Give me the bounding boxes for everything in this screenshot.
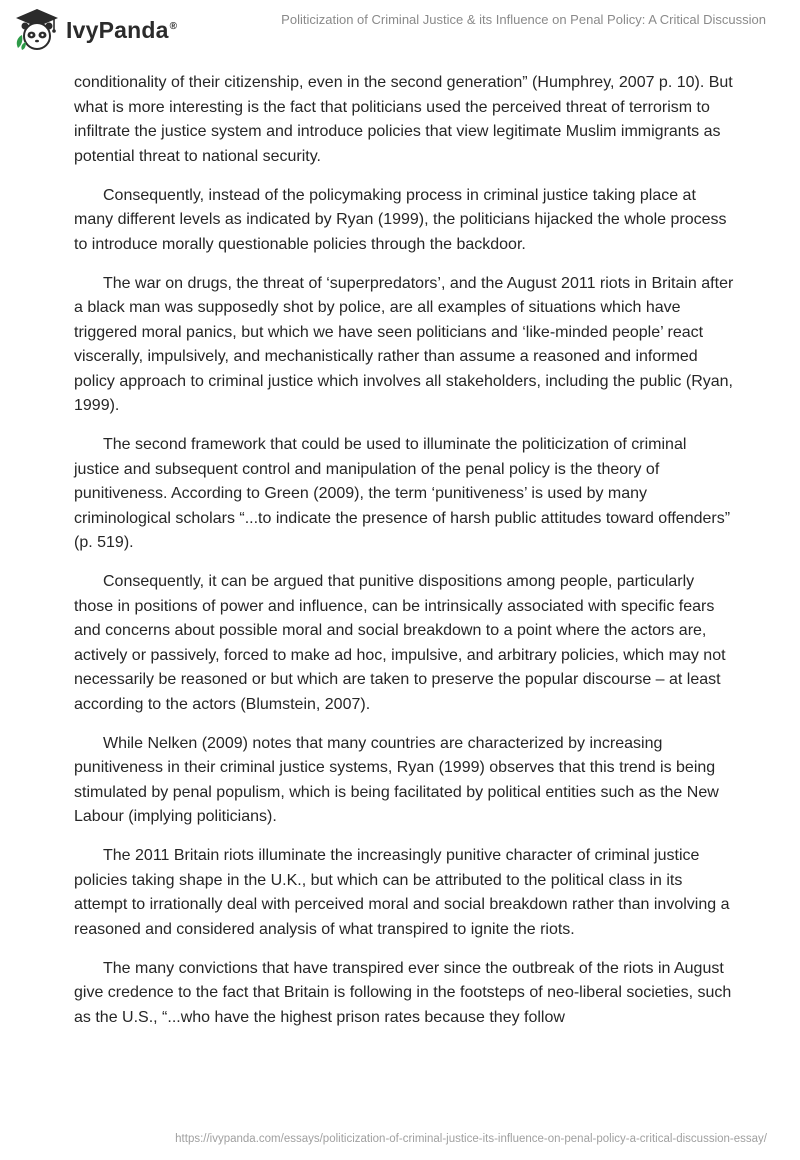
paragraph: While Nelken (2009) notes that many countries are characterized by increasing punitiveness in their criminal justice systems, Ryan (1999) observes that this trend is being stimulated by penal populism, which is being facilitated by political entities such as the New Labour (implying politicians). bbox=[74, 734, 719, 825]
essay-body bbox=[74, 71, 734, 1045]
paragraph: The war on drugs, the threat of ‘superpredators’, and the August 2011 riots in Britain after a black man was supposedly shot by police, are all examples of situations which have triggered moral panics, but which we have seen politicians and ‘like-minded people’ react viscerally, impulsively, and mechanistically rather than assume a reasoned and informed policy approach to criminal justice which involves all stakeholders, including the public (Ryan, 1999). bbox=[74, 274, 734, 414]
paragraph: The many convictions that have transpired ever since the outbreak of the riots in August give credence to the fact that Britain is following in the footsteps of neo-liberal societies, such as the U.S., “...who have the highest prison rates because they follow bbox=[74, 959, 732, 1026]
page-header bbox=[0, 0, 800, 70]
source-url[interactable]: https://ivypanda.com/essays/politicization-of-criminal-justice-its-influence-on-penal-policy-a-critical-discussion-essay/ bbox=[175, 1133, 767, 1145]
document-title: Politicization of Criminal Justice & its Influence on Penal Policy: A Critical Discussion bbox=[281, 12, 766, 27]
paragraph: conditionality of their citizenship, even in the second generation” (Humphrey, 2007 p. 10). But what is more interesting is the fact that politicians used the perceived threat of terrorism to infiltrate the justice system and introduce policies that view legitimate Muslim immigrants as potential threat to national security. bbox=[74, 74, 733, 165]
brand-name: IvyPanda bbox=[66, 16, 169, 43]
paragraph: The 2011 Britain riots illuminate the increasingly punitive character of criminal justice policies taking shape in the U.K., but which can be attributed to the political class in its attempt to irrationally deal with perceived moral and social breakdown rather than involving a reasoned and considered analysis of what transpired to ignite the riots. bbox=[74, 847, 730, 938]
paragraph: Consequently, instead of the policymaking process in criminal justice taking place at many different levels as indicated by Ryan (1999), the politicians hijacked the whole process to introduce morally questionable policies through the backdoor. bbox=[74, 186, 727, 253]
registered-mark: ® bbox=[169, 20, 178, 32]
ivypanda-logo[interactable] bbox=[14, 8, 177, 52]
panda-graduate-icon bbox=[14, 8, 60, 52]
paragraph: Consequently, it can be argued that punitive dispositions among people, particularly those in positions of power and influence, can be intrinsically associated with specific fears and concerns about possible moral and social breakdown to a point where the actors are, actively or passively, forced to make ad hoc, impulsive, and arbitrary policies, which may not necessarily be reasoned or but which are taken to preserve the popular discourse – at least according to the actors (Blumstein, 2007). bbox=[74, 573, 726, 713]
paragraph: The second framework that could be used to illuminate the politicization of criminal justice and subsequent control and manipulation of the penal policy is the theory of punitiveness. According to Green (2009), the term ‘punitiveness’ is used by many criminological scholars “...to indicate the presence of harsh public attitudes toward offenders” (p. 519). bbox=[74, 436, 731, 551]
